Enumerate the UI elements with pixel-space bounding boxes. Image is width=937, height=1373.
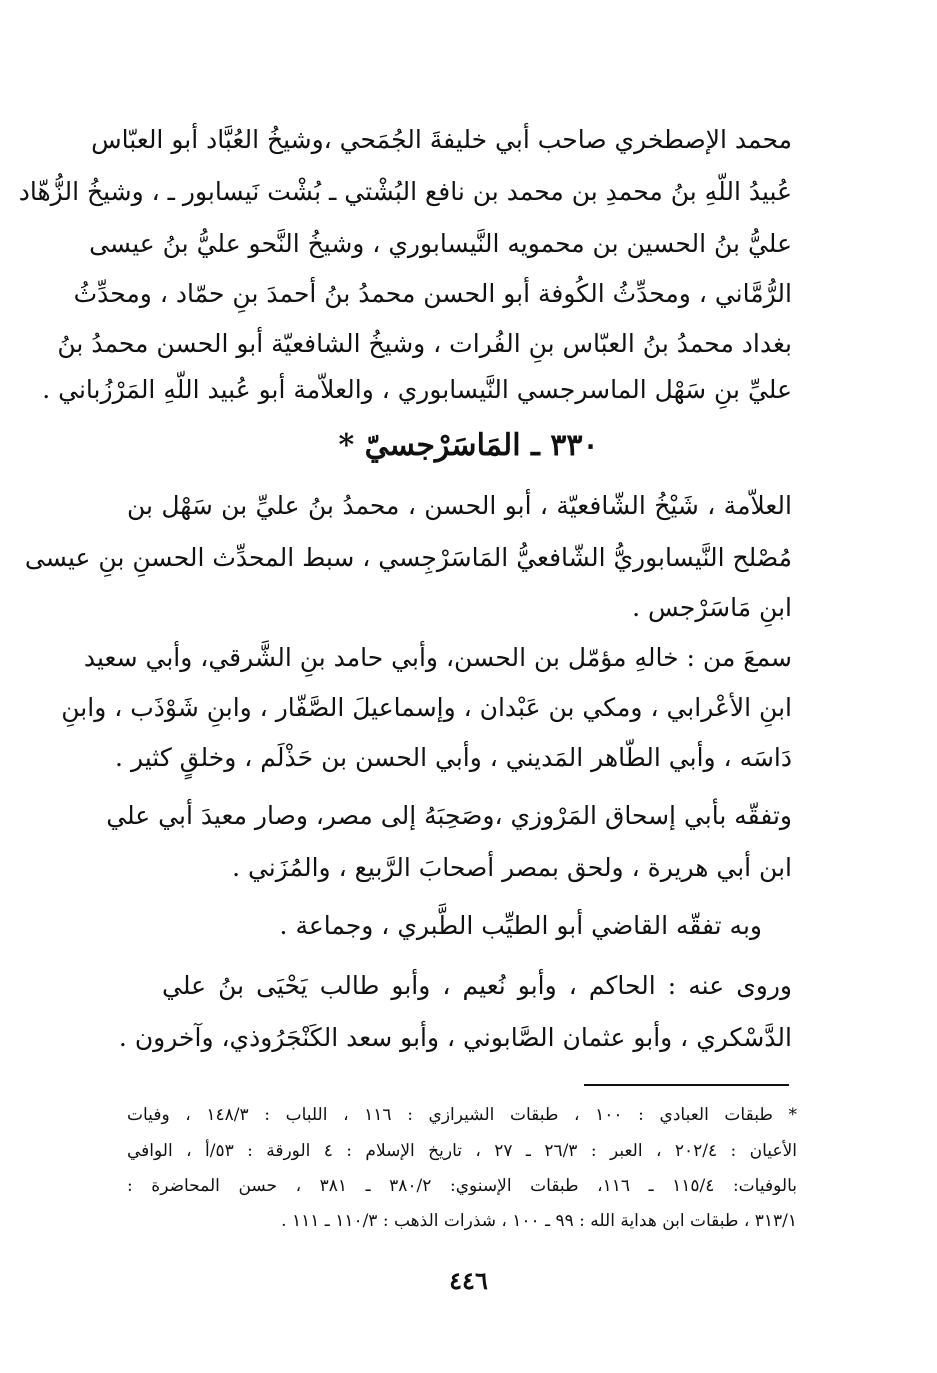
footnote-line: ٣١٣/١ ، طبقات ابن هداية الله : ٩٩ ـ ١٠٠ ، شذرات الذهب : ١١٠/٣ ـ ١١١ . (281, 1211, 797, 1231)
body-line: ابنِ الأعْرابي ، ومكي بن عَبْدان ، وإسماعيلَ الصَّفّار ، وابنِ شَوْذَب ، وابنِ (61, 693, 792, 722)
body-line: وبه تفقّه القاضي أبو الطيِّب الطَّبري ، وجماعة . (279, 911, 762, 940)
entry-heading: ٣٣٠ ـ المَاسَرْجسيّ * (338, 428, 599, 463)
body-line: ابنِ مَاسَرْجس . (632, 593, 792, 622)
body-line: سمعَ من : خالهِ مؤمّل بن الحسن، وأبي حامد بنِ الشَّرقي، وأبي سعيد (83, 643, 792, 672)
body-line: وروى عنه : الحاكم ، وأبو نُعيم ، وأبو طالب يَحْيَى بنُ علي (162, 971, 792, 1000)
body-line: عُبيدُ اللّهِ بنُ محمدِ بن محمد بن نافع البُشْتي ـ بُشْت نَيسابور ـ ، وشيخُ الزُّهّاد (18, 177, 792, 206)
body-line: محمد الإصطخري صاحب أبي خليفةَ الجُمَحي ،وشيخُ العُبَّاد أبو العبّاس (91, 125, 792, 154)
body-line: وتفقّه بأبي إسحاق المَرْوزي ،وصَحِبَهُ إلى مصر، وصار معيدَ أبي علي (106, 801, 792, 830)
body-line: دَاسَه ، وأبي الطّاهر المَديني ، وأبي الحسن بن حَذْلَم ، وخلقٍ كثير . (115, 743, 792, 772)
body-line: الدَّسْكري ، وأبو عثمان الصَّابوني ، وأبو سعد الكَنْجَرُوذي، وآخرون . (118, 1023, 792, 1052)
body-line: عليِّ بنِ سَهْل الماسرجسي النَّيسابوري ، والعلاّمة أبو عُبيد اللّهِ المَرْزُباني . (42, 375, 792, 404)
body-line: عليُّ بنُ الحسين بن محمويه النَّيسابوري ، وشيخُ النَّحو عليُّ بنُ عيسى (89, 229, 792, 258)
body-line: العلاّمة ، شَيْخُ الشّافعيّة ، أبو الحسن ، محمدُ بنُ عليِّ بن سَهْل بن (127, 491, 792, 520)
footnote-line: * طبقات العبادي : ١٠٠ ، طبقات الشيرازي : ١١٦ ، اللباب : ١٤٨/٣ ، وفيات (127, 1105, 797, 1125)
body-line: ابن أبي هريرة ، ولحق بمصر أصحابَ الرَّبيع ، والمُزَني . (232, 853, 792, 882)
body-line: الرُّمَّاني ، ومحدِّثُ الكُوفة أبو الحسن محمدُ بنُ أحمدَ بنِ حمّاد ، ومحدِّثُ (73, 279, 792, 308)
footnote-line: الأعيان : ٢٠٢/٤ ، العبر : ٢٦/٣ ـ ٢٧ ، تاريخ الإسلام : ٤ الورقة : ٥٣/أ ، الوافي (127, 1141, 798, 1161)
footnote-separator (584, 1084, 789, 1086)
body-line: مُصْلح النَّيسابوريُّ الشّافعيُّ المَاسَرْجِسي ، سبط المحدِّث الحسنِ بنِ عيسى (24, 543, 792, 572)
page-number: ٤٤٦ (449, 1266, 488, 1295)
body-line: بغداد محمدُ بنُ العبّاس بنِ الفُرات ، وشيخُ الشافعيّة أبو الحسن محمدُ بنُ (57, 329, 792, 358)
footnote-line: بالوفيات: ١١٥/٤ ـ ١١٦، طبقات الإسنوي: ٣٨٠/٢ ـ ٣٨١ ، حسن المحاضرة : (127, 1176, 797, 1196)
